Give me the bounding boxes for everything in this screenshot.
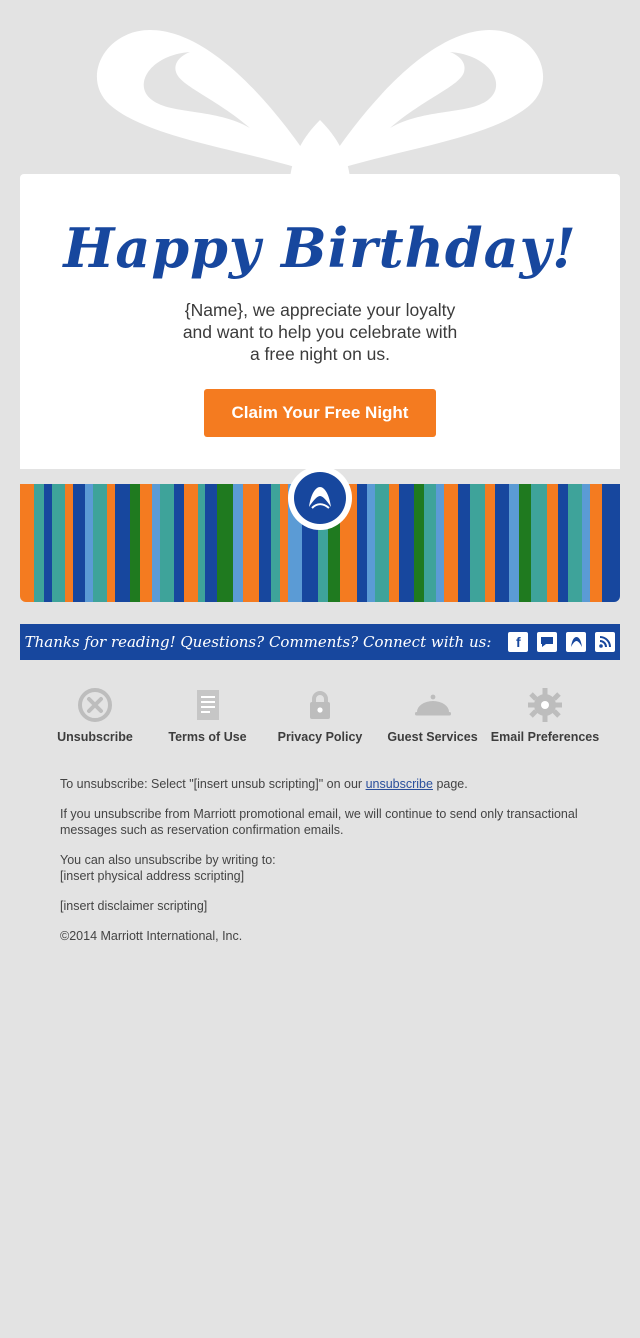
chat-bubble-glyph xyxy=(540,636,554,648)
stripe xyxy=(547,484,559,602)
rss-glyph xyxy=(598,635,612,649)
stripe xyxy=(367,484,375,602)
gift-bow-graphic xyxy=(0,0,640,190)
legal-paragraph-3 xyxy=(60,852,580,884)
marriott-logo-icon[interactable] xyxy=(566,632,586,652)
legal-disclaimer: [insert disclaimer scripting] xyxy=(60,899,208,913)
page-title: Happy Birthday! xyxy=(63,216,577,280)
facebook-icon[interactable]: f xyxy=(508,632,528,652)
stripe xyxy=(115,484,131,602)
stripe xyxy=(590,484,602,602)
legal-para3-line2: [insert physical address scripting] xyxy=(60,869,245,883)
stripe xyxy=(140,484,152,602)
social-bar-text: Thanks for reading! Questions? Comments? Connect with us: xyxy=(24,633,492,651)
stripe xyxy=(436,484,444,602)
stripe xyxy=(357,484,367,602)
chat-bubble-icon[interactable] xyxy=(537,632,557,652)
unsubscribe-link[interactable]: unsubscribe xyxy=(365,777,433,791)
footer-link-unsubscribe[interactable] xyxy=(40,682,150,744)
hero-card xyxy=(20,174,620,469)
legal-line1-after: page. xyxy=(432,777,468,791)
lock-icon xyxy=(265,682,375,728)
subcopy-line-1: {Name}, we appreciate your loyalty xyxy=(184,299,456,320)
footer-link-label: Email Preferences xyxy=(490,730,600,744)
stripe xyxy=(568,484,582,602)
copyright-notice: ©2014 Marriott International, Inc. xyxy=(60,929,243,943)
stripe xyxy=(233,484,243,602)
stripe xyxy=(558,484,568,602)
stripe xyxy=(399,484,415,602)
claim-free-night-button[interactable]: Claim Your Free Night xyxy=(204,389,437,437)
legal-text-block xyxy=(60,776,580,958)
stripe xyxy=(602,484,620,602)
stripe xyxy=(243,484,259,602)
stripe xyxy=(73,484,85,602)
stripe xyxy=(531,484,547,602)
stripe xyxy=(217,484,233,602)
stripe xyxy=(389,484,399,602)
stripe xyxy=(509,484,519,602)
stripe xyxy=(52,484,66,602)
gear-icon xyxy=(490,682,600,728)
lock-glyph xyxy=(306,688,334,722)
hero-subcopy xyxy=(155,299,485,365)
stripe xyxy=(271,484,281,602)
stripe xyxy=(205,484,217,602)
stripe xyxy=(160,484,174,602)
stripe xyxy=(519,484,531,602)
stripe xyxy=(34,484,44,602)
stripe xyxy=(485,484,495,602)
social-bar xyxy=(20,624,620,660)
stripe xyxy=(495,484,509,602)
footer-link-label: Guest Services xyxy=(387,730,478,744)
room-service-glyph xyxy=(413,690,453,720)
footer-link-terms-of-use[interactable] xyxy=(153,682,263,744)
stripe xyxy=(444,484,458,602)
marriott-m-glyph xyxy=(303,481,337,515)
brand-medallion xyxy=(288,466,352,530)
stripe xyxy=(93,484,107,602)
marriott-m-small-glyph xyxy=(569,635,584,649)
legal-line1-before: To unsubscribe: Select "[insert unsub scripting]" on our xyxy=(60,777,366,791)
circle-x-icon xyxy=(40,682,150,728)
footer-link-row xyxy=(40,682,600,744)
legal-unsubscribe-line xyxy=(60,776,580,792)
stripe xyxy=(174,484,184,602)
stripe xyxy=(280,484,288,602)
stripe xyxy=(20,484,34,602)
document-icon xyxy=(153,682,263,728)
stripe xyxy=(44,484,52,602)
footer-link-label: Privacy Policy xyxy=(277,730,363,744)
stripe xyxy=(107,484,115,602)
footer-link-label: Terms of Use xyxy=(168,730,247,744)
footer-link-privacy-policy[interactable] xyxy=(265,682,375,744)
footer-link-guest-services[interactable] xyxy=(378,682,488,744)
document-glyph xyxy=(194,688,222,722)
stripe xyxy=(582,484,590,602)
stripe xyxy=(470,484,486,602)
stripe xyxy=(259,484,271,602)
stripe xyxy=(85,484,93,602)
stripe xyxy=(152,484,160,602)
stripe xyxy=(414,484,424,602)
marriott-logo-icon xyxy=(294,472,346,524)
footer-link-label: Unsubscribe xyxy=(57,730,133,744)
stripe xyxy=(458,484,470,602)
stripe xyxy=(130,484,140,602)
cta-container xyxy=(20,389,620,437)
stripe xyxy=(375,484,389,602)
legal-paragraph-2: If you unsubscribe from Marriott promotional email, we will continue to send only transactional messages such as reservation confirmation emails. xyxy=(60,807,578,837)
rss-icon[interactable] xyxy=(595,632,615,652)
legal-para3-line1: You can also unsubscribe by writing to: xyxy=(60,853,276,867)
stripe xyxy=(198,484,206,602)
bow-svg xyxy=(0,0,640,190)
circle-x-glyph xyxy=(78,688,112,722)
stripe xyxy=(184,484,198,602)
room-service-icon xyxy=(378,682,488,728)
subcopy-line-3: a free night on us. xyxy=(249,343,391,364)
stripe xyxy=(65,484,73,602)
stripe xyxy=(424,484,436,602)
subcopy-line-2: and want to help you celebrate with xyxy=(182,321,458,342)
footer-link-email-preferences[interactable] xyxy=(490,682,600,744)
gear-glyph xyxy=(528,688,562,722)
